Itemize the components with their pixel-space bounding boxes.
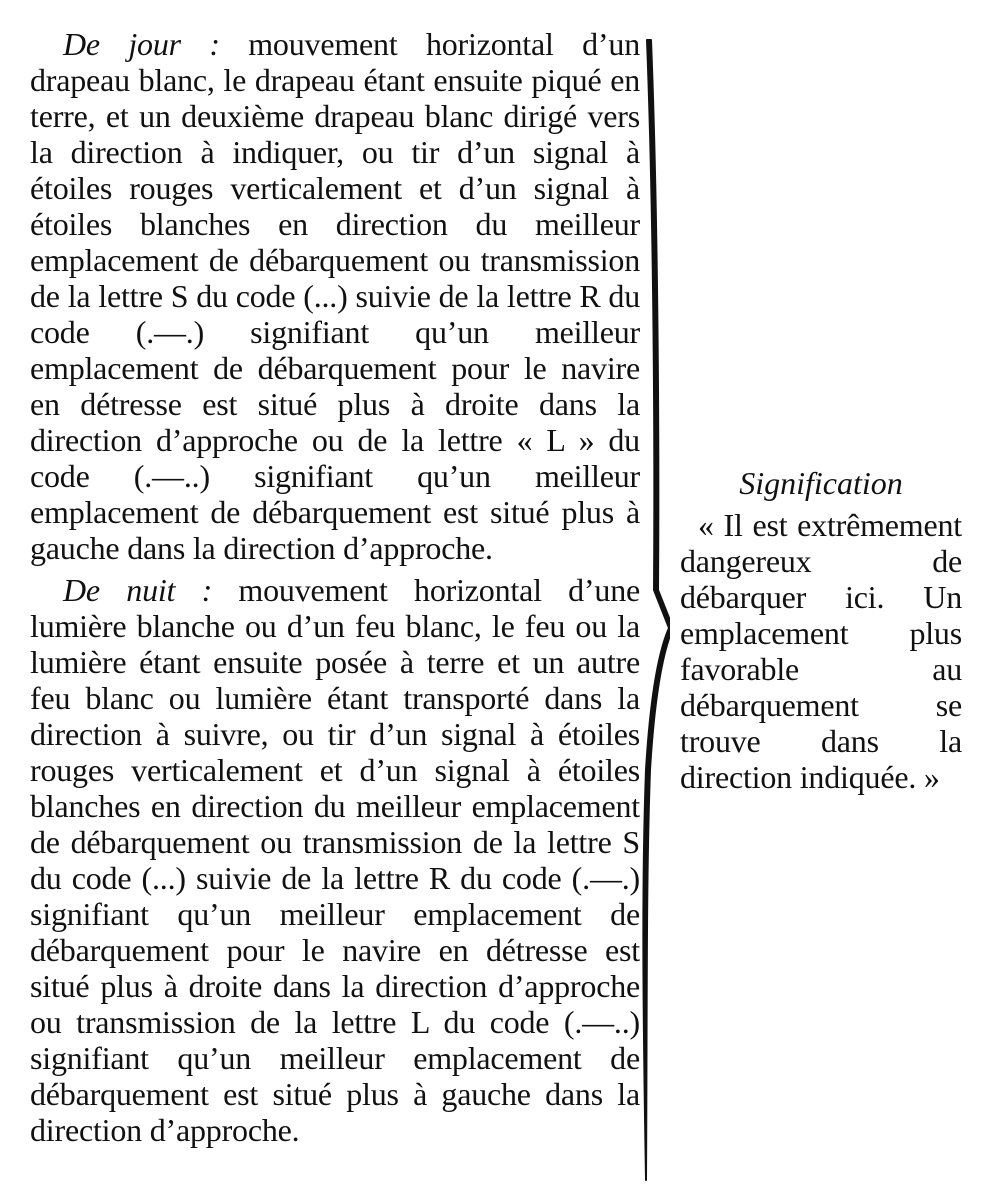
brace-shape [643, 40, 670, 1180]
night-signal-lead: De nuit : [63, 572, 213, 608]
night-signal-text: mouvement horizontal d’une lumière blanche ou d’un feu blanc, le feu ou la lumière étant ensuite posée à terre et un autre feu blanc ou lumière étant transporté dans la direction à suivre, ou tir d’un signal à étoiles rouges verticalement et d’un signal à étoiles blanches en direction du meilleur emplacement de débarquement ou transmission de la lettre S du code (...) suivie de la lettre R du code (.—.) signifiant qu’un meilleur emplacement de débarquement pour le navire en détresse est situé plus à droite dans la direction d’approche ou transmission de la lettre L du code (.—..) signifiant qu’un meilleur emplacement de débarquement est situé plus à gauche dans la direction d’approche. [30, 572, 640, 1148]
curly-brace-divider [610, 0, 670, 1200]
signification-column [680, 465, 962, 795]
day-signal-paragraph [30, 26, 640, 566]
signification-text: « Il est extrêmement dangereux de débarquer ici. Un emplacement plus favorable au débarquement se trouve dans la direction indiquée. » [680, 507, 962, 795]
signification-title: Signification [739, 465, 903, 501]
day-signal-lead: De jour : [63, 26, 220, 62]
day-signal-text: mouvement horizontal d’un drapeau blanc, le drapeau étant ensuite piqué en terre, et un deuxième drapeau blanc dirigé vers la direction à indiquer, ou tir d’un signal à étoiles rouges verticalement et d’un signal à étoiles blanches en direction du meilleur emplacement de débarquement ou transmission de la lettre S du code (...) suivie de la lettre R du code (.—.) signifiant qu’un meilleur emplacement de débarquement pour le navire en détresse est situé plus à droite dans la direction d’approche ou de la lettre « L » du code (.—..) signifiant qu’un meilleur emplacement de débarquement est situé plus à gauche dans la direction d’approche. [30, 26, 640, 566]
signal-description-column [30, 26, 640, 1154]
night-signal-paragraph [30, 572, 640, 1148]
